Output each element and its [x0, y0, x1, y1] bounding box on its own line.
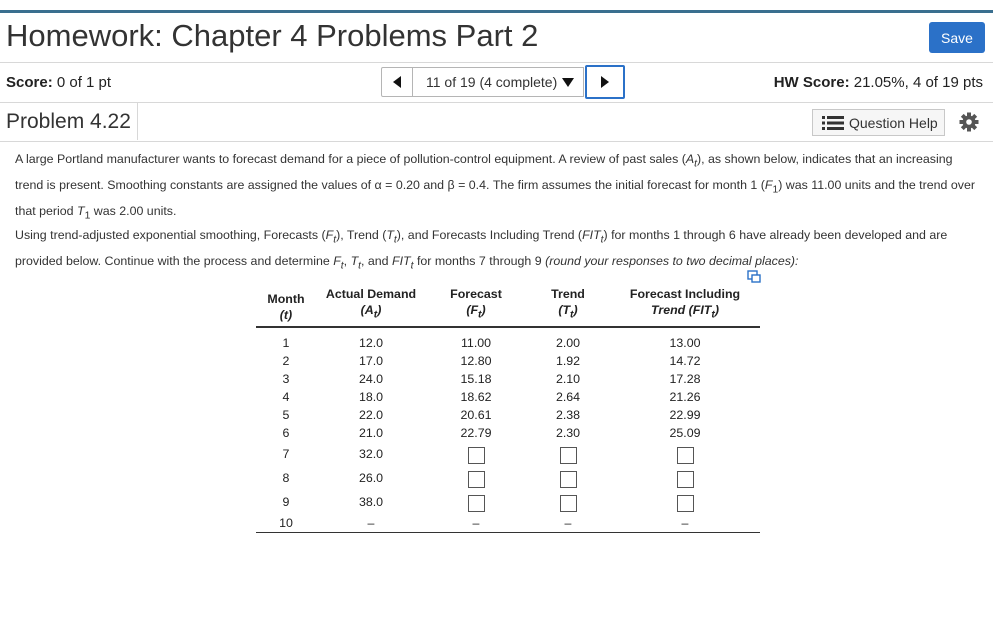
text-segment: (round your responses to two decimal places):	[545, 253, 799, 268]
divider	[0, 102, 993, 103]
cell-month: 5	[282, 408, 290, 423]
table-row	[256, 406, 760, 424]
question-help-label: Question Help	[849, 114, 938, 131]
header-text: Actual Demand	[325, 287, 417, 301]
cell-actual: 17.0	[358, 354, 384, 369]
header-text: Month	[267, 292, 305, 307]
var-sub: t	[694, 158, 697, 170]
cell-fit	[610, 442, 760, 466]
cell-fit: 21.26	[669, 390, 701, 405]
var-sub: t	[600, 234, 604, 246]
table-row	[256, 514, 760, 533]
table-header-row	[256, 286, 760, 327]
cell-trend	[526, 442, 610, 466]
cell-trend: 1.92	[555, 354, 581, 369]
question-selector-text: 11 of 19 (4 complete)	[426, 74, 558, 90]
cell-forecast	[426, 442, 526, 466]
cell-fit	[610, 490, 760, 514]
page-title: Homework: Chapter 4 Problems Part 2	[6, 18, 539, 53]
text-segment: , and	[361, 253, 393, 268]
table-row	[256, 466, 760, 490]
header-forecast-including-trend	[610, 286, 760, 327]
header-sub: $(F_t)$	[466, 303, 486, 321]
fit-input-month-7[interactable]	[677, 447, 694, 464]
clipboard-icon	[747, 270, 761, 283]
cell-trend: 2.10	[555, 372, 581, 387]
prev-arrow-icon	[392, 76, 402, 88]
header-forecast	[426, 286, 526, 327]
next-question-button[interactable]	[585, 65, 625, 99]
forecast-input-month-8[interactable]	[468, 471, 485, 488]
var-sub: t	[410, 260, 414, 272]
top-accent-bar	[0, 10, 993, 13]
cell-trend: –	[526, 514, 610, 533]
cell-month: 1	[282, 336, 290, 351]
hw-score-display	[774, 74, 983, 91]
problem-statement	[15, 149, 977, 227]
text-segment: for months 7 through 9	[413, 253, 546, 268]
cell-forecast: 20.61	[460, 408, 492, 423]
cell-fit: –	[610, 514, 760, 533]
cell-actual: –	[316, 514, 426, 533]
header-month	[256, 286, 316, 327]
settings-button[interactable]	[959, 112, 979, 137]
question-selector[interactable]	[413, 67, 584, 97]
header-actual-demand	[316, 286, 426, 327]
header-sub: (t)	[279, 308, 293, 323]
header-text: Trend	[551, 287, 585, 301]
text-segment: ) for months 1 through 6 have already been developed and are provided below. Continue with the process and determine	[15, 228, 948, 268]
cell-forecast: 12.80	[460, 354, 492, 369]
dropdown-caret-icon	[562, 78, 574, 87]
cell-trend	[526, 466, 610, 490]
cell-fit	[610, 466, 760, 490]
cell-actual: 18.0	[358, 390, 384, 405]
cell-forecast: –	[426, 514, 526, 533]
cell-fit: 17.28	[669, 372, 701, 387]
question-help-button[interactable]	[812, 109, 945, 136]
list-icon	[822, 115, 844, 131]
var-sub: 1	[84, 210, 91, 222]
fit-input-month-8[interactable]	[677, 471, 694, 488]
var-text: T	[77, 203, 85, 218]
text-segment: ), Trend (	[336, 228, 387, 242]
cell-fit: 22.99	[669, 408, 701, 423]
var-text: F	[764, 177, 773, 192]
table-row	[256, 442, 760, 466]
score-label: Score:	[6, 74, 53, 91]
header-sub: $(A_t)$	[360, 303, 382, 321]
problem-title: Problem 4.22	[0, 103, 138, 140]
trend-input-month-9[interactable]	[560, 495, 577, 512]
header-text: Forecast Including	[629, 287, 741, 301]
cell-month: 3	[282, 372, 290, 387]
cell-month: 2	[282, 354, 290, 369]
cell-actual: 24.0	[358, 372, 384, 387]
cell-actual: 22.0	[358, 408, 384, 423]
cell-trend: 2.38	[555, 408, 581, 423]
cell-month: 9	[282, 495, 290, 510]
cell-month: 8	[282, 471, 290, 486]
var-sub: t	[393, 234, 397, 246]
text-segment: ) was 11.00 units and the trend over that period	[15, 177, 975, 218]
text-segment: Using trend-adjusted exponential smoothing, Forecasts (	[15, 228, 326, 242]
header-text: Forecast	[450, 287, 502, 301]
gear-icon	[959, 112, 979, 132]
cell-actual: 21.0	[358, 426, 384, 441]
var-text: F	[325, 228, 334, 242]
cell-actual: 12.0	[358, 336, 384, 351]
cell-forecast: 18.62	[460, 390, 492, 405]
table-row	[256, 327, 760, 352]
cell-actual: 38.0	[358, 495, 384, 510]
cell-trend	[526, 490, 610, 514]
text-segment: ), as shown below, indicates that an increasing trend is present. Smoothing constants are assigned the values of α = 0.20 and β = 0.4. The firm assumes the initial forecast for month 1 (	[15, 152, 953, 192]
score-display	[6, 74, 111, 91]
cell-forecast	[426, 466, 526, 490]
cell-month: 7	[282, 447, 290, 462]
cell-trend: 2.00	[555, 336, 581, 351]
cell-actual: 32.0	[358, 447, 384, 462]
table-row	[256, 370, 760, 388]
text-segment: ), and Forecasts Including Trend (	[396, 228, 583, 242]
hw-score-value: 21.05%, 4 of 19 pts	[853, 74, 983, 91]
forecast-table	[256, 286, 760, 533]
var-text: T	[386, 228, 394, 242]
trend-input-month-8[interactable]	[560, 471, 577, 488]
instructions: Using trend-adjusted exponential smoothing, Forecasts $(F_t)$, Trend $(T_t)$, and Forecasts Including Trend $(FIT_t)$ for months 1 through 6 have already been developed and are provided below. Continue with the process and determine $F_t$, $T_t$, and $FIT_t$ for months 7 through 9 (round your responses to two decimal places):	[15, 228, 948, 272]
header-sub: $(T_t)$	[558, 303, 578, 321]
trend-input-month-7[interactable]	[560, 447, 577, 464]
table-row	[256, 352, 760, 370]
score-value: 0 of 1 pt	[56, 74, 112, 91]
cell-fit: 25.09	[669, 426, 701, 441]
fit-input-month-9[interactable]	[677, 495, 694, 512]
table-row	[256, 424, 760, 442]
var-sub: t	[333, 234, 337, 246]
var-sub: t	[358, 260, 362, 272]
text-segment: was 2.00 units.	[90, 203, 177, 218]
table-row	[256, 490, 760, 514]
header-sub: Trend $(FIT_t)$	[651, 303, 719, 321]
cell-trend: 2.30	[555, 426, 581, 441]
cell-forecast: 15.18	[460, 372, 492, 387]
cell-forecast: 22.79	[460, 426, 492, 441]
cell-trend: 2.64	[555, 390, 581, 405]
var-text: T	[350, 253, 359, 268]
header-trend	[526, 286, 610, 327]
table-row	[256, 388, 760, 406]
cell-month: 4	[282, 390, 290, 405]
cell-fit: 14.72	[669, 354, 701, 369]
cell-month: 6	[282, 426, 290, 441]
var-sub: t	[340, 260, 344, 272]
divider	[0, 141, 993, 142]
cell-forecast: 11.00	[460, 336, 492, 351]
cell-actual: 26.0	[358, 471, 384, 486]
forecast-input-month-9[interactable]	[468, 495, 485, 512]
var-text: A	[685, 152, 695, 166]
previous-question-button[interactable]	[381, 67, 413, 97]
var-text: F	[333, 253, 341, 268]
cell-month: 10	[256, 514, 316, 533]
hw-score-label: HW Score:	[773, 74, 850, 91]
forecast-input-month-7[interactable]	[468, 447, 485, 464]
next-arrow-icon	[600, 76, 610, 88]
save-button[interactable]: Save	[929, 22, 985, 53]
text-segment: A large Portland manufacturer wants to forecast demand for a piece of pollution-control equipment. A review of past sales (	[15, 152, 686, 166]
var-sub: 1	[772, 184, 779, 196]
cell-fit: 13.00	[669, 336, 701, 351]
cell-forecast	[426, 490, 526, 514]
divider	[0, 62, 993, 63]
